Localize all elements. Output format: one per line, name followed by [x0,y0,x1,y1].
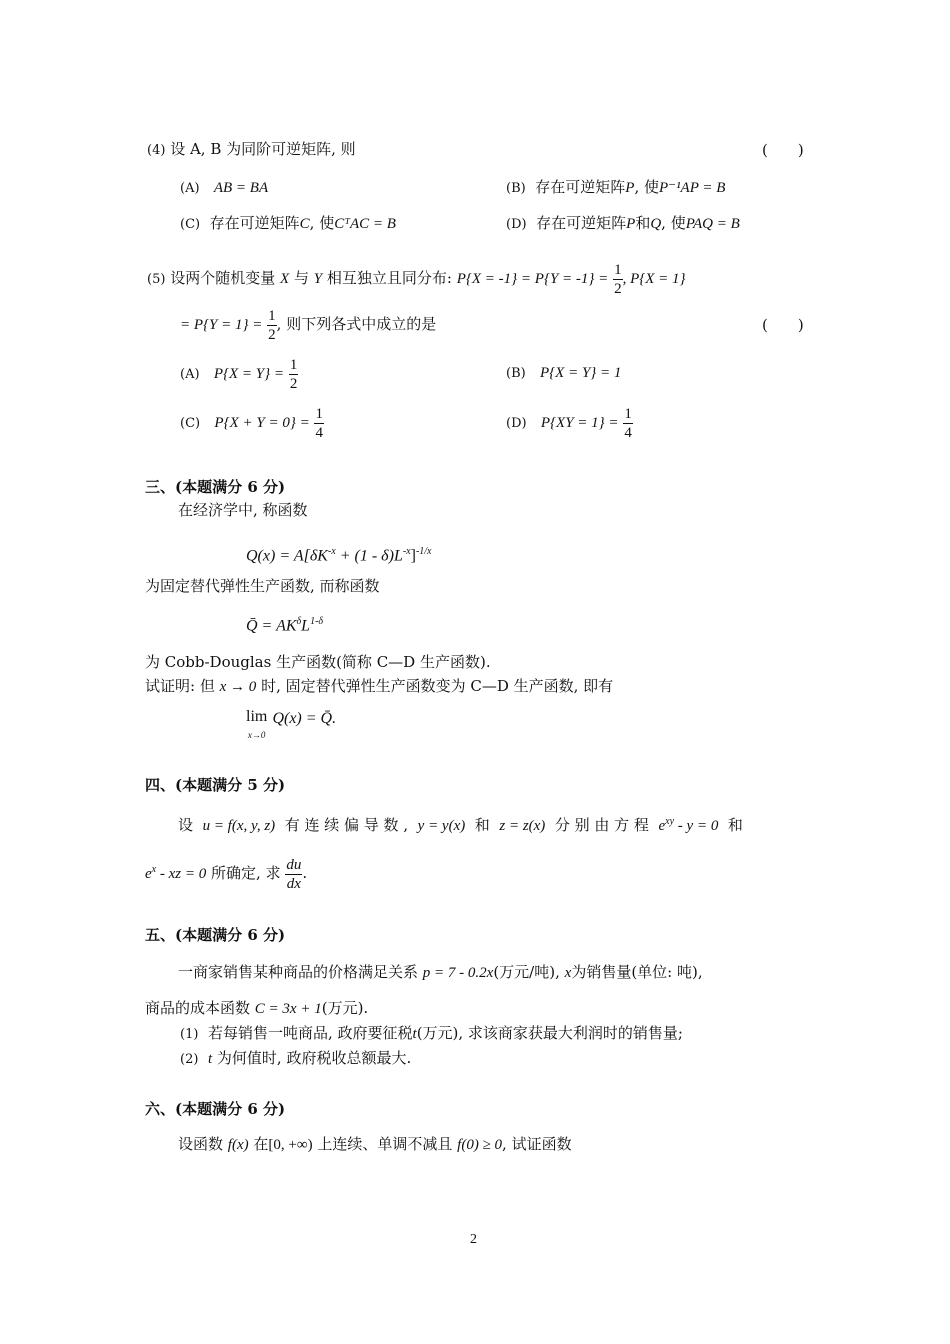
s4-p1-e: e [658,818,666,834]
s3-para4 [145,676,613,697]
s3-para1: 在经济学中, 称函数 [178,501,308,519]
s3-f1-sup1: -x [327,546,336,557]
s3-formula-limit [246,708,336,743]
q5-d-den: 4 [624,424,632,441]
q4-d-and: 和 [635,214,651,232]
q5-d-label: (D) [506,416,527,431]
s4-p1-c: 和 [474,816,490,834]
q5-option-d [506,404,633,442]
s6-p1-f: f(x) [227,1137,249,1153]
s6-p1-b: 在 [253,1135,269,1153]
s4-p2-f: - xz = 0 [156,866,207,882]
q5-option-a [180,355,298,393]
q4-a-label: (A) [180,181,200,196]
s4-p1-b: 有 连 续 偏 导 数 , [284,816,409,834]
s5-p1-c: 为销售量(单位: 吨), [571,963,703,981]
s4-para2 [145,852,307,893]
q4-b-text: 存在可逆矩阵 [535,178,626,196]
q4-c-var: C [299,216,310,232]
q5-eq2: , P{X = 1} [622,271,686,287]
s4-p2-end: . [302,864,308,882]
q5-and: 与 [293,269,309,287]
s3-f1-a: Q(x) = A[δK [246,547,328,565]
s5-p2-a: 商品的成本函数 [145,999,251,1017]
s4-derivative-fraction [285,856,302,893]
s4-du: du [286,856,302,873]
q5-d-num: 1 [624,405,632,422]
q5-eq3: = P{Y = 1} = [180,317,263,333]
s5-i2-b: 为何值时, 政府税收总额最大. [216,1049,412,1067]
s6-p1-d: , 试证函数 [502,1135,572,1153]
s5-i1-a: 若每销售一吨商品, 政府要征税 [207,1024,413,1042]
s3-f3-lim: lim [246,708,268,725]
q4-text: 设 A, B 为同阶可逆矩阵, 则 [170,140,356,158]
s3-f1-end: ] [410,547,416,565]
q5-line2 [180,306,436,344]
q5-d-expr: P{XY = 1} = [540,415,619,431]
s5-p2-b: (万元). [321,999,369,1017]
s3-f2-a: Q̄ = AK [246,617,297,635]
q5-half-fraction [613,261,623,298]
section-4-heading: 四、(本题满分 5 分) [145,776,286,794]
q4-number: (4) [147,143,166,158]
q4-c-expr: CᵀAC = B [334,216,396,232]
q4-c-text2: , 使 [309,214,335,232]
s5-i1-b: (万元), 求该商家获最大利润时的销售量; [416,1024,683,1042]
s5-p1-expr: p = 7 - 0.2x [422,965,494,981]
s3-p4-post: 时, 固定替代弹性生产函数变为 C—D 生产函数, 即有 [261,677,614,695]
s3-p4-pre: 试证明: 但 [145,677,215,695]
q4-answer-bracket: ( ) [762,141,804,159]
q4-b-text2: , 使 [634,178,659,196]
s3-f1-sup2: -x [402,546,411,557]
s4-p1-f: - y = 0 [674,818,719,834]
s3-para2: 为固定替代弹性生产函数, 而称函数 [145,577,380,595]
q5-half-fraction-2 [267,307,277,344]
q4-b-var: P [625,180,635,196]
s3-f3-expr: Q(x) = Q̄. [272,710,337,727]
q5-text2: 相互独立且同分布: [326,269,452,287]
q5-c-label: (C) [180,416,201,431]
q5-option-b [506,362,621,384]
s6-p1-a: 设函数 [178,1135,224,1153]
s5-item1 [180,1023,683,1045]
q5-half-den: 2 [614,280,622,297]
q5-text3: , 则下列各式中成立的是 [276,315,437,333]
q5-answer-bracket: ( ) [762,316,804,334]
q5-c-den: 4 [315,424,323,441]
s5-i1-label: (1) [180,1027,199,1042]
q5-c-fraction [314,405,324,442]
q5-a-expr: P{X = Y} = [213,366,285,382]
s4-p1-d: 分 别 由 方 程 [554,816,649,834]
section-3-heading: 三、(本题满分 6 分) [145,478,286,496]
s4-p1-g: 和 [727,816,743,834]
q4-option-c [180,213,396,235]
s3-p4-expr: x → 0 [219,679,257,695]
q4-line [147,139,356,161]
s4-dx: dx [286,875,301,892]
s4-p1-a: 设 [178,816,194,834]
q4-d-text: 存在可逆矩阵 [536,214,627,232]
s4-p2-esup: x [151,864,157,875]
q5-c-expr: P{X + Y = 0} = [214,415,310,431]
s3-para3: 为 Cobb-Douglas 生产函数(简称 C—D 生产函数). [145,653,491,671]
s6-p1-cond: f(0) ≥ 0 [457,1137,503,1153]
s4-para1 [178,812,743,836]
q5-var-y: Y [313,271,323,287]
q5-half-num: 1 [614,261,622,278]
q4-option-a [180,177,268,199]
s3-f1-sup3: -1/x [415,546,432,557]
s3-f2-sup1: δ [296,616,302,627]
page-number: 2 [470,1232,477,1247]
s5-i2-label: (2) [180,1052,199,1067]
s4-p2-g: 所确定, 求 [211,864,281,882]
s5-p2-expr: C = 3x + 1 [254,1001,322,1017]
q4-d-text2: , 使 [661,214,686,232]
q5-eq1: P{X = -1} = P{Y = -1} = [456,271,609,287]
s4-p2-e: e [145,866,152,882]
s5-para1 [178,962,703,983]
q5-a-num: 1 [289,356,298,373]
q5-a-den: 2 [289,375,298,392]
q4-d-q: Q [650,216,662,232]
q5-option-c [180,404,324,442]
q5-text: 设两个随机变量 [170,269,276,287]
q4-b-label: (B) [506,181,526,196]
s5-i2-t: t [207,1051,213,1067]
q4-d-label: (D) [506,217,527,232]
q5-a-label: (A) [180,367,200,382]
q4-c-text: 存在可逆矩阵 [209,214,300,232]
q4-option-b [506,177,725,199]
s4-p1-z: z = z(x) [499,818,546,834]
q5-b-label: (B) [506,366,526,381]
q5-var-x: X [280,271,290,287]
s4-p1-y: y = y(x) [417,818,466,834]
q5-d-fraction [623,405,633,442]
q5-number: (5) [147,272,166,287]
s3-f1-mid: + (1 - δ)L [335,547,403,565]
section-5-heading: 五、(本题满分 6 分) [145,926,286,944]
q4-d-expr: PAQ = B [685,216,740,232]
s3-f2-sup2: 1-δ [310,616,324,627]
s5-p1-a: 一商家销售某种商品的价格满足关系 [178,963,419,981]
q5-line1 [147,260,686,298]
q4-c-label: (C) [180,217,201,232]
q4-a-expr: AB = BA [213,180,269,196]
s3-formula-ces [246,542,432,566]
s6-p1-int: [0, +∞) [268,1137,313,1153]
q5-half2-den: 2 [268,326,276,343]
q4-option-d [506,213,740,235]
s4-p1-u: u = f(x, y, z) [202,818,276,834]
s5-para2 [145,998,368,1019]
s5-i1-t: t [412,1026,417,1042]
s5-item2 [180,1048,411,1070]
s4-p1-esup: xy [665,816,675,827]
q5-half2-num: 1 [268,307,276,324]
q5-a-fraction [289,356,299,393]
q4-b-expr: P⁻¹AP = B [658,180,726,196]
s6-p1-c: 上连续、单调不减且 [317,1135,453,1153]
s6-para1 [178,1134,572,1155]
s3-f3-sub: x→0 [247,730,266,740]
s3-f2-mid: L [301,617,311,635]
s5-p1-x: x [564,965,572,981]
q5-b-expr: P{X = Y} = 1 [540,365,622,381]
q5-c-num: 1 [315,405,323,422]
section-6-heading: 六、(本题满分 6 分) [145,1100,286,1118]
q4-d-p: P [626,216,636,232]
s5-p1-b: (万元/吨), [493,963,560,981]
s3-formula-cd [246,612,323,636]
